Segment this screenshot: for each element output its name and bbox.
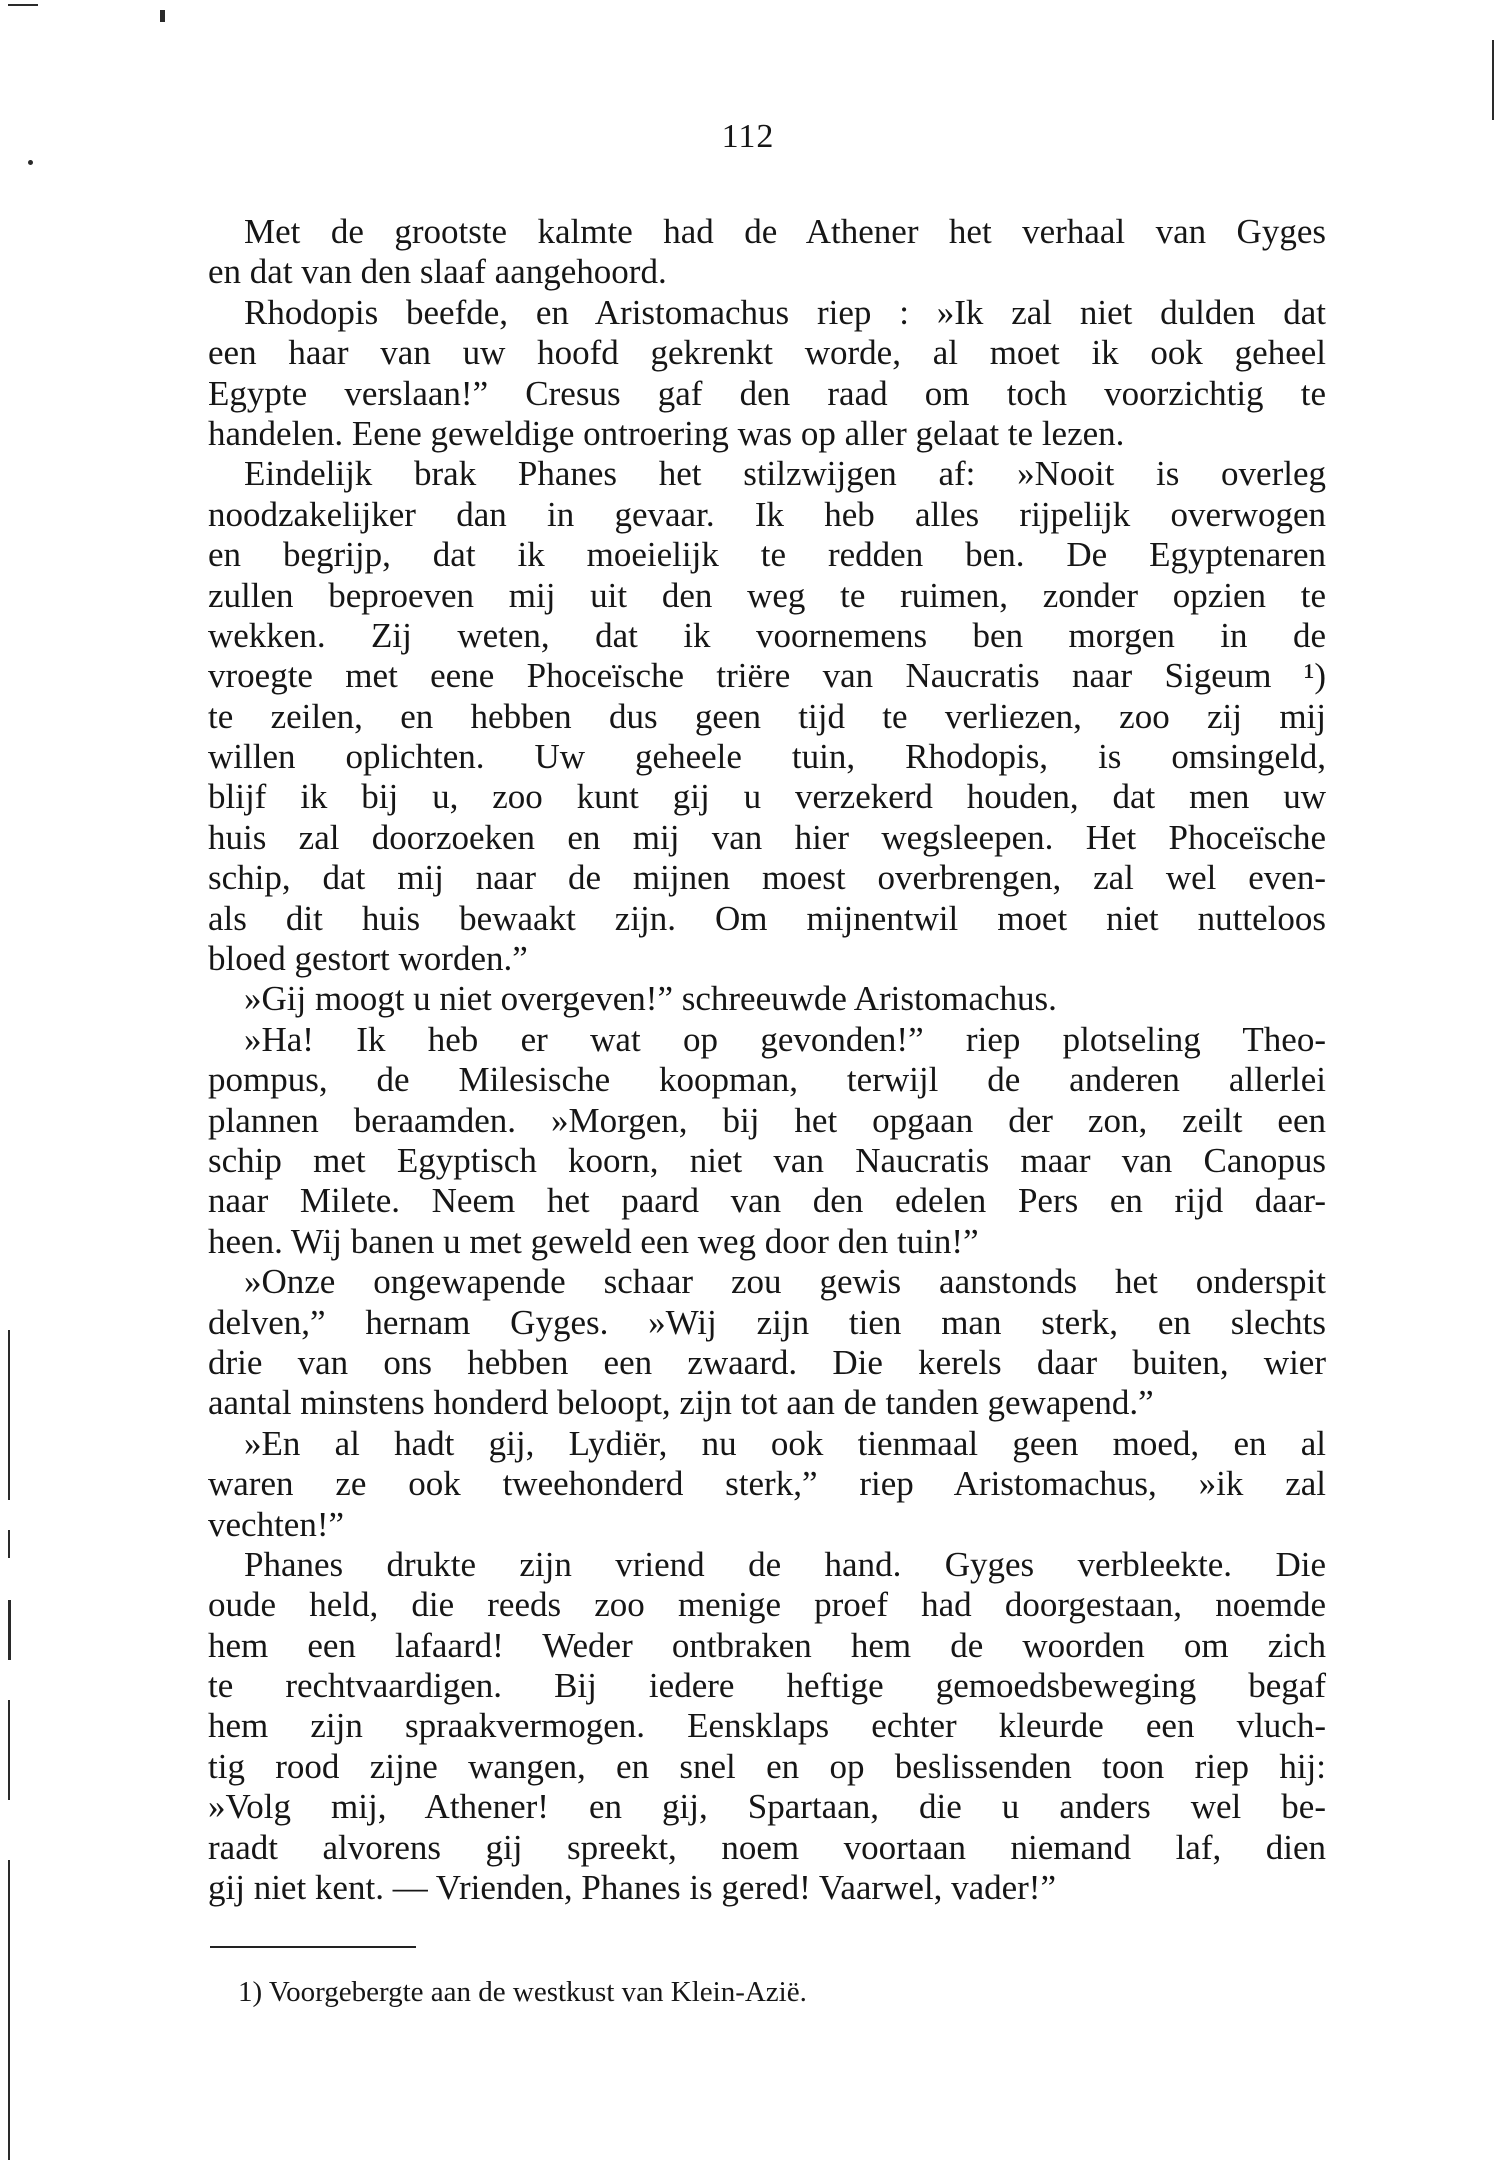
text-line: »Ha! Ik heb er wat op gevonden!” riep plotseling Theo-	[244, 1019, 1326, 1059]
text-line: blijf ik bij u, zoo kunt gij u verzekerd houden, dat men uw	[208, 777, 1326, 817]
text-line: »Volg mij, Athener! en gij, Spartaan, die u anders wel be-	[208, 1787, 1326, 1827]
scan-mark-left-edge-5	[8, 1860, 10, 2160]
text-line: zullen beproeven mij uit den weg te ruimen, zonder opzien te	[208, 575, 1326, 615]
scan-mark-left-edge-4	[8, 1700, 10, 1800]
text-line: handelen. Eene geweldige ontroering was op aller gelaat te lezen.	[208, 413, 1125, 453]
scan-mark-left-edge-1	[8, 1330, 10, 1500]
text-line: en begrijp, dat ik moeielijk te redden ben. De Egyptenaren	[208, 535, 1326, 575]
text-line: een haar van uw hoofd gekrenkt worde, al moet ik ook geheel	[208, 333, 1326, 373]
text-line: te zeilen, en hebben dus geen tijd te verliezen, zoo zij mij	[208, 696, 1326, 736]
text-line: »Onze ongewapende schaar zou gewis aanstonds het onderspit	[244, 1262, 1326, 1302]
text-line: »Gij moogt u niet overgeven!” schreeuwde Aristomachus.	[244, 979, 1057, 1019]
text-line: aantal minstens honderd beloopt, zijn tot aan de tanden gewapend.”	[208, 1383, 1154, 1423]
scan-mark-top-dot	[160, 10, 165, 22]
text-line: waren ze ook tweehonderd sterk,” riep Aristomachus, »ik zal	[208, 1464, 1326, 1504]
text-line: drie van ons hebben een zwaard. Die kerels daar buiten, wier	[208, 1342, 1326, 1382]
text-line: wekken. Zij weten, dat ik voornemens ben morgen in de	[208, 615, 1326, 655]
scan-mark-left-edge-3	[8, 1600, 11, 1660]
text-line: en dat van den slaaf aangehoord.	[208, 252, 667, 292]
text-line: »En al hadt gij, Lydiër, nu ook tienmaal geen moed, en al	[244, 1423, 1326, 1463]
text-line: schip, dat mij naar de mijnen moest overbrengen, zal wel even-	[208, 858, 1326, 898]
text-line: gij niet kent. — Vrienden, Phanes is gered! Vaarwel, vader!”	[208, 1868, 1056, 1908]
text-line: schip met Egyptisch koorn, niet van Naucratis maar van Canopus	[208, 1140, 1326, 1180]
text-line: Phanes drukte zijn vriend de hand. Gyges verbleekte. Die	[244, 1544, 1326, 1584]
text-line: pompus, de Milesische koopman, terwijl de anderen allerlei	[208, 1060, 1326, 1100]
text-line: heen. Wij banen u met geweld een weg door den tuin!”	[208, 1221, 979, 1261]
footnote: 1) Voorgebergte aan de westkust van Klein-Azië.	[238, 1976, 807, 2008]
text-line: delven,” hernam Gyges. »Wij zijn tien man sterk, en slechts	[208, 1302, 1326, 1342]
scan-mark-left-edge-2	[8, 1530, 10, 1558]
text-line: bloed gestort worden.”	[208, 939, 528, 979]
text-line: willen oplichten. Uw geheele tuin, Rhodopis, is omsingeld,	[208, 737, 1326, 777]
text-line: huis zal doorzoeken en mij van hier wegsleepen. Het Phoceïsche	[208, 817, 1326, 857]
text-line: Eindelijk brak Phanes het stilzwijgen af: »Nooit is overleg	[244, 454, 1326, 494]
text-line: raadt alvorens gij spreekt, noem voortaan niemand laf, dien	[208, 1827, 1326, 1867]
text-line: plannen beraamden. »Morgen, bij het opgaan der zon, zeilt een	[208, 1100, 1326, 1140]
page-number: 112	[721, 118, 775, 155]
footnote-divider	[210, 1946, 416, 1948]
text-line: vroegte met eene Phoceïsche triëre van Naucratis naar Sigeum ¹)	[208, 656, 1326, 696]
scan-mark-left-dot	[28, 160, 33, 165]
text-line: naar Milete. Neem het paard van den edelen Pers en rijd daar-	[208, 1181, 1326, 1221]
scan-mark-top	[8, 4, 38, 6]
text-line: als dit huis bewaakt zijn. Om mijnentwil moet niet nutteloos	[208, 898, 1326, 938]
text-line: tig rood zijne wangen, en snel en op beslissenden toon riep hij:	[208, 1746, 1326, 1786]
scan-mark-right-edge	[1492, 40, 1494, 120]
text-line: Rhodopis beefde, en Aristomachus riep : »Ik zal niet dulden dat	[244, 292, 1326, 332]
body-text	[208, 212, 1326, 1908]
text-line: noodzakelijker dan in gevaar. Ik heb alles rijpelijk overwogen	[208, 494, 1326, 534]
text-line: hem een lafaard! Weder ontbraken hem de woorden om zich	[208, 1625, 1326, 1665]
text-line: Egypte verslaan!” Cresus gaf den raad om toch voorzichtig te	[208, 373, 1326, 413]
text-line: hem zijn spraakvermogen. Eensklaps echter kleurde een vluch-	[208, 1706, 1326, 1746]
text-line: te rechtvaardigen. Bij iedere heftige gemoedsbeweging begaf	[208, 1666, 1326, 1706]
text-line: vechten!”	[208, 1504, 345, 1544]
text-line: Met de grootste kalmte had de Athener het verhaal van Gyges	[244, 212, 1326, 251]
text-line: oude held, die reeds zoo menige proef had doorgestaan, noemde	[208, 1585, 1326, 1625]
